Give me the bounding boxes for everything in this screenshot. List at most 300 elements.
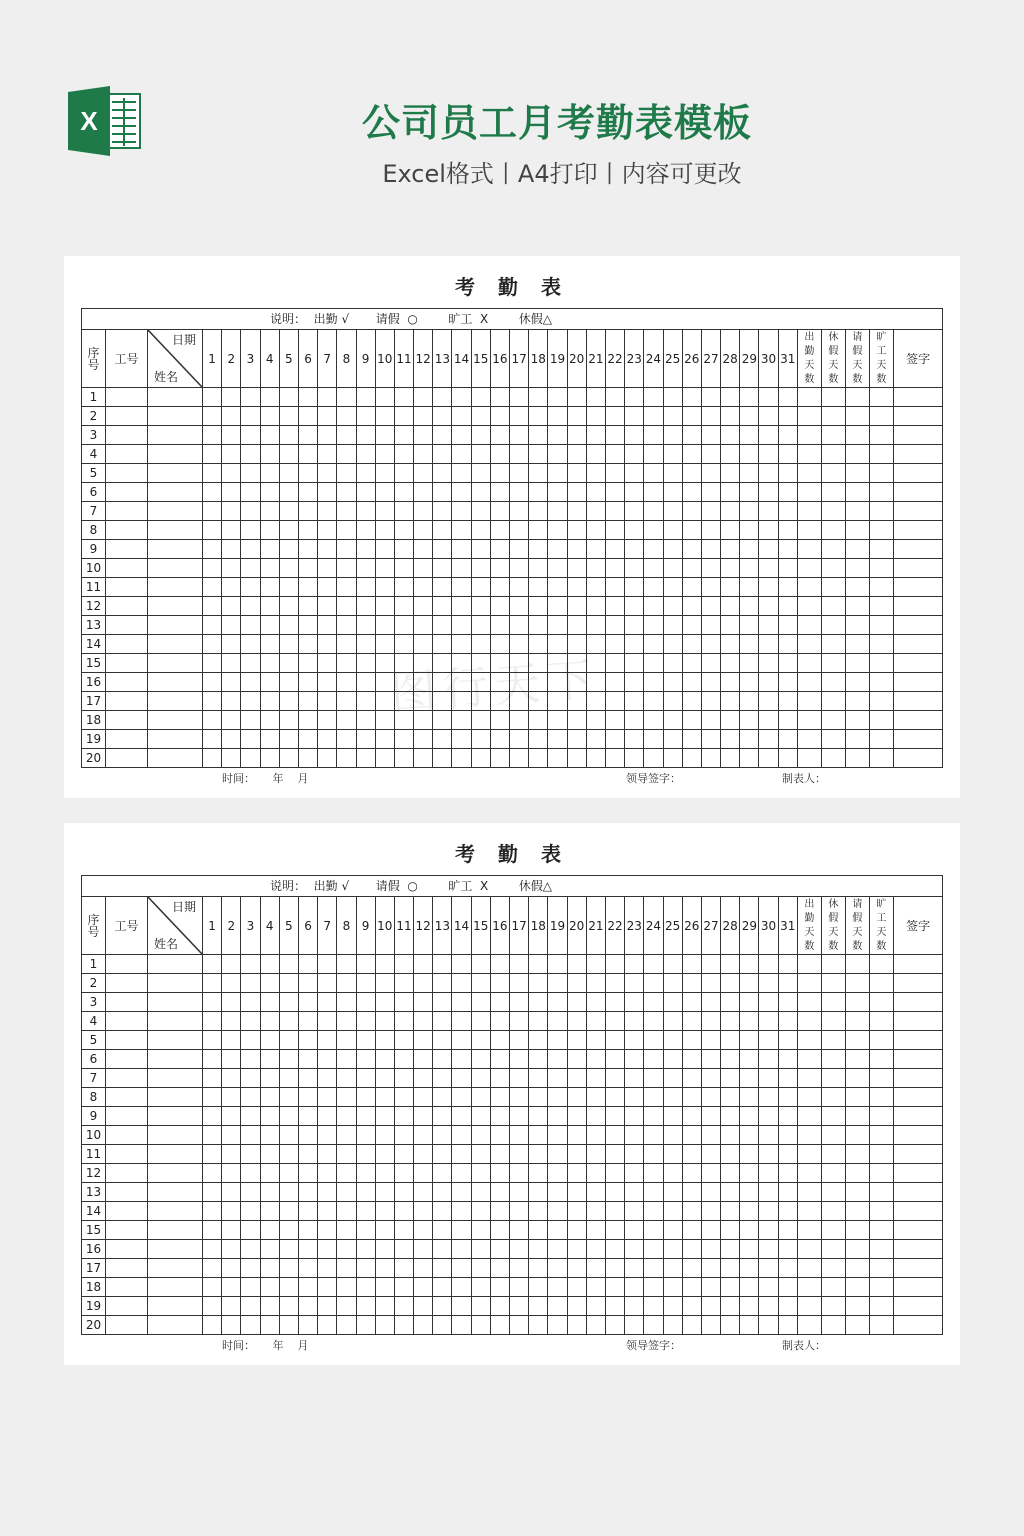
table-cell[interactable] xyxy=(337,597,356,616)
table-cell[interactable] xyxy=(869,1240,893,1259)
table-cell[interactable] xyxy=(567,1221,586,1240)
table-cell[interactable] xyxy=(148,1278,203,1297)
table-cell[interactable] xyxy=(414,1012,433,1031)
table-cell[interactable] xyxy=(222,1145,241,1164)
table-cell[interactable] xyxy=(893,1069,943,1088)
table-cell[interactable] xyxy=(203,464,222,483)
table-cell[interactable] xyxy=(510,1202,529,1221)
table-cell[interactable] xyxy=(375,955,394,974)
table-cell[interactable] xyxy=(222,1259,241,1278)
table-cell[interactable] xyxy=(548,407,567,426)
table-cell[interactable] xyxy=(318,749,337,768)
table-cell[interactable] xyxy=(241,654,260,673)
table-cell[interactable] xyxy=(148,464,203,483)
table-cell[interactable] xyxy=(893,1088,943,1107)
table-cell[interactable] xyxy=(721,635,740,654)
table-cell[interactable] xyxy=(356,426,375,445)
table-cell[interactable] xyxy=(241,407,260,426)
table-cell[interactable] xyxy=(318,464,337,483)
table-cell[interactable] xyxy=(394,388,413,407)
table-cell[interactable] xyxy=(701,388,720,407)
table-cell[interactable] xyxy=(222,445,241,464)
table-cell[interactable] xyxy=(356,1050,375,1069)
table-cell[interactable] xyxy=(797,597,821,616)
table-cell[interactable] xyxy=(682,1012,701,1031)
table-cell[interactable] xyxy=(337,1107,356,1126)
table-cell[interactable] xyxy=(701,597,720,616)
table-cell[interactable] xyxy=(721,1164,740,1183)
table-cell[interactable] xyxy=(510,483,529,502)
table-cell[interactable] xyxy=(682,1031,701,1050)
table-cell[interactable] xyxy=(663,1164,682,1183)
table-cell[interactable] xyxy=(644,559,663,578)
table-cell[interactable] xyxy=(548,464,567,483)
table-cell[interactable] xyxy=(821,616,845,635)
table-cell[interactable] xyxy=(510,1088,529,1107)
table-cell[interactable] xyxy=(778,749,797,768)
table-cell[interactable] xyxy=(148,521,203,540)
table-cell[interactable] xyxy=(701,1069,720,1088)
table-cell[interactable] xyxy=(759,749,778,768)
table-cell[interactable] xyxy=(356,1297,375,1316)
table-cell[interactable] xyxy=(701,1050,720,1069)
table-cell[interactable] xyxy=(605,1164,624,1183)
table-cell[interactable] xyxy=(701,1088,720,1107)
table-cell[interactable] xyxy=(490,955,509,974)
table-cell[interactable] xyxy=(797,1316,821,1335)
table-cell[interactable] xyxy=(740,1297,759,1316)
table-cell[interactable] xyxy=(663,578,682,597)
table-cell[interactable] xyxy=(644,1126,663,1145)
table-cell[interactable] xyxy=(548,1069,567,1088)
table-cell[interactable] xyxy=(548,1183,567,1202)
table-cell[interactable] xyxy=(394,1297,413,1316)
table-cell[interactable] xyxy=(279,673,298,692)
table-cell[interactable] xyxy=(682,578,701,597)
table-cell[interactable] xyxy=(471,445,490,464)
table-cell[interactable] xyxy=(663,692,682,711)
table-cell[interactable] xyxy=(778,1031,797,1050)
table-cell[interactable] xyxy=(337,540,356,559)
table-cell[interactable] xyxy=(414,502,433,521)
table-cell[interactable] xyxy=(644,1278,663,1297)
table-cell[interactable] xyxy=(701,445,720,464)
table-cell[interactable] xyxy=(148,1183,203,1202)
table-cell[interactable] xyxy=(740,711,759,730)
table-cell[interactable] xyxy=(663,1050,682,1069)
table-cell[interactable] xyxy=(375,464,394,483)
table-cell[interactable] xyxy=(586,559,605,578)
table-cell[interactable] xyxy=(759,1107,778,1126)
table-cell[interactable] xyxy=(721,502,740,521)
table-cell[interactable] xyxy=(298,1126,317,1145)
table-cell[interactable] xyxy=(797,1240,821,1259)
table-cell[interactable] xyxy=(721,749,740,768)
table-cell[interactable] xyxy=(778,673,797,692)
table-cell[interactable] xyxy=(260,955,279,974)
table-cell[interactable] xyxy=(721,692,740,711)
table-cell[interactable] xyxy=(845,1240,869,1259)
table-cell[interactable] xyxy=(567,502,586,521)
table-cell[interactable] xyxy=(203,1012,222,1031)
table-cell[interactable] xyxy=(845,540,869,559)
table-cell[interactable] xyxy=(414,1164,433,1183)
table-cell[interactable] xyxy=(106,388,148,407)
table-cell[interactable] xyxy=(279,1221,298,1240)
table-cell[interactable] xyxy=(452,388,471,407)
table-cell[interactable] xyxy=(414,1183,433,1202)
table-cell[interactable] xyxy=(625,1316,644,1335)
table-cell[interactable] xyxy=(567,540,586,559)
table-cell[interactable] xyxy=(567,559,586,578)
table-cell[interactable] xyxy=(721,1183,740,1202)
table-cell[interactable] xyxy=(625,974,644,993)
table-cell[interactable] xyxy=(203,502,222,521)
table-cell[interactable] xyxy=(682,1088,701,1107)
table-cell[interactable] xyxy=(644,426,663,445)
table-cell[interactable] xyxy=(356,711,375,730)
table-cell[interactable] xyxy=(893,616,943,635)
table-cell[interactable] xyxy=(106,730,148,749)
table-cell[interactable] xyxy=(821,654,845,673)
table-cell[interactable] xyxy=(821,711,845,730)
table-cell[interactable] xyxy=(740,1069,759,1088)
table-cell[interactable] xyxy=(821,483,845,502)
table-cell[interactable] xyxy=(586,407,605,426)
table-cell[interactable] xyxy=(337,1240,356,1259)
table-cell[interactable] xyxy=(759,426,778,445)
table-cell[interactable] xyxy=(663,445,682,464)
table-cell[interactable] xyxy=(586,1012,605,1031)
table-cell[interactable] xyxy=(740,1031,759,1050)
table-cell[interactable] xyxy=(663,1259,682,1278)
table-cell[interactable] xyxy=(548,616,567,635)
table-cell[interactable] xyxy=(471,993,490,1012)
table-cell[interactable] xyxy=(490,445,509,464)
table-cell[interactable] xyxy=(797,1145,821,1164)
table-cell[interactable] xyxy=(586,1297,605,1316)
table-cell[interactable] xyxy=(893,388,943,407)
table-cell[interactable] xyxy=(529,1259,548,1278)
table-cell[interactable] xyxy=(605,711,624,730)
table-cell[interactable] xyxy=(241,673,260,692)
table-cell[interactable] xyxy=(869,1107,893,1126)
table-cell[interactable] xyxy=(625,616,644,635)
table-cell[interactable] xyxy=(433,993,452,1012)
table-cell[interactable] xyxy=(869,616,893,635)
table-cell[interactable] xyxy=(356,1164,375,1183)
table-cell[interactable] xyxy=(869,464,893,483)
table-cell[interactable] xyxy=(740,388,759,407)
table-cell[interactable] xyxy=(433,407,452,426)
table-cell[interactable] xyxy=(586,1126,605,1145)
table-cell[interactable] xyxy=(356,1278,375,1297)
table-cell[interactable] xyxy=(529,1278,548,1297)
table-cell[interactable] xyxy=(452,1278,471,1297)
table-cell[interactable] xyxy=(682,1259,701,1278)
table-cell[interactable] xyxy=(893,407,943,426)
table-cell[interactable] xyxy=(797,1259,821,1278)
table-cell[interactable] xyxy=(625,711,644,730)
table-cell[interactable] xyxy=(452,521,471,540)
table-cell[interactable] xyxy=(203,483,222,502)
table-cell[interactable] xyxy=(701,1202,720,1221)
table-cell[interactable] xyxy=(375,597,394,616)
table-cell[interactable] xyxy=(586,1202,605,1221)
table-cell[interactable] xyxy=(356,597,375,616)
table-cell[interactable] xyxy=(586,1259,605,1278)
table-cell[interactable] xyxy=(394,1202,413,1221)
table-cell[interactable] xyxy=(529,1012,548,1031)
table-cell[interactable] xyxy=(625,1297,644,1316)
table-cell[interactable] xyxy=(644,1031,663,1050)
table-cell[interactable] xyxy=(701,521,720,540)
table-cell[interactable] xyxy=(394,578,413,597)
table-cell[interactable] xyxy=(298,1240,317,1259)
table-cell[interactable] xyxy=(740,955,759,974)
table-cell[interactable] xyxy=(394,559,413,578)
table-cell[interactable] xyxy=(414,1316,433,1335)
table-cell[interactable] xyxy=(298,749,317,768)
table-cell[interactable] xyxy=(663,1297,682,1316)
table-cell[interactable] xyxy=(260,1126,279,1145)
table-cell[interactable] xyxy=(510,1069,529,1088)
table-cell[interactable] xyxy=(529,1297,548,1316)
table-cell[interactable] xyxy=(318,711,337,730)
table-cell[interactable] xyxy=(337,1145,356,1164)
table-cell[interactable] xyxy=(740,559,759,578)
table-cell[interactable] xyxy=(471,1031,490,1050)
table-cell[interactable] xyxy=(433,1069,452,1088)
table-cell[interactable] xyxy=(241,749,260,768)
table-cell[interactable] xyxy=(644,1069,663,1088)
table-cell[interactable] xyxy=(433,1088,452,1107)
table-cell[interactable] xyxy=(490,559,509,578)
table-cell[interactable] xyxy=(298,1088,317,1107)
table-cell[interactable] xyxy=(797,974,821,993)
table-cell[interactable] xyxy=(394,426,413,445)
table-cell[interactable] xyxy=(605,673,624,692)
table-cell[interactable] xyxy=(548,1145,567,1164)
table-cell[interactable] xyxy=(721,426,740,445)
table-cell[interactable] xyxy=(605,1297,624,1316)
table-cell[interactable] xyxy=(869,502,893,521)
table-cell[interactable] xyxy=(375,578,394,597)
table-cell[interactable] xyxy=(510,502,529,521)
table-cell[interactable] xyxy=(529,426,548,445)
table-cell[interactable] xyxy=(471,616,490,635)
table-cell[interactable] xyxy=(759,730,778,749)
table-cell[interactable] xyxy=(682,1183,701,1202)
table-cell[interactable] xyxy=(586,1050,605,1069)
table-cell[interactable] xyxy=(778,616,797,635)
table-cell[interactable] xyxy=(625,578,644,597)
table-cell[interactable] xyxy=(778,502,797,521)
table-cell[interactable] xyxy=(644,616,663,635)
table-cell[interactable] xyxy=(821,993,845,1012)
table-cell[interactable] xyxy=(260,597,279,616)
table-cell[interactable] xyxy=(869,974,893,993)
table-cell[interactable] xyxy=(241,445,260,464)
table-cell[interactable] xyxy=(394,597,413,616)
table-cell[interactable] xyxy=(203,1316,222,1335)
table-cell[interactable] xyxy=(701,635,720,654)
table-cell[interactable] xyxy=(644,1088,663,1107)
table-cell[interactable] xyxy=(260,1145,279,1164)
table-cell[interactable] xyxy=(644,445,663,464)
table-cell[interactable] xyxy=(740,1012,759,1031)
table-cell[interactable] xyxy=(433,1050,452,1069)
table-cell[interactable] xyxy=(759,407,778,426)
table-cell[interactable] xyxy=(490,1088,509,1107)
table-cell[interactable] xyxy=(318,559,337,578)
table-cell[interactable] xyxy=(433,445,452,464)
table-cell[interactable] xyxy=(148,578,203,597)
table-cell[interactable] xyxy=(529,521,548,540)
table-cell[interactable] xyxy=(471,502,490,521)
table-cell[interactable] xyxy=(510,1240,529,1259)
table-cell[interactable] xyxy=(471,974,490,993)
table-cell[interactable] xyxy=(106,1202,148,1221)
table-cell[interactable] xyxy=(414,1297,433,1316)
table-cell[interactable] xyxy=(394,974,413,993)
table-cell[interactable] xyxy=(260,616,279,635)
table-cell[interactable] xyxy=(433,521,452,540)
table-cell[interactable] xyxy=(222,692,241,711)
table-cell[interactable] xyxy=(893,635,943,654)
table-cell[interactable] xyxy=(490,540,509,559)
table-cell[interactable] xyxy=(241,1088,260,1107)
table-cell[interactable] xyxy=(759,1202,778,1221)
table-cell[interactable] xyxy=(701,974,720,993)
table-cell[interactable] xyxy=(356,1107,375,1126)
table-cell[interactable] xyxy=(106,1297,148,1316)
table-cell[interactable] xyxy=(893,1164,943,1183)
table-cell[interactable] xyxy=(625,1126,644,1145)
table-cell[interactable] xyxy=(106,426,148,445)
table-cell[interactable] xyxy=(318,1202,337,1221)
table-cell[interactable] xyxy=(605,1088,624,1107)
table-cell[interactable] xyxy=(414,1069,433,1088)
table-cell[interactable] xyxy=(759,559,778,578)
table-cell[interactable] xyxy=(490,1316,509,1335)
table-cell[interactable] xyxy=(797,1164,821,1183)
table-cell[interactable] xyxy=(821,1031,845,1050)
table-cell[interactable] xyxy=(845,1164,869,1183)
table-cell[interactable] xyxy=(586,1221,605,1240)
table-cell[interactable] xyxy=(433,483,452,502)
table-cell[interactable] xyxy=(721,1012,740,1031)
table-cell[interactable] xyxy=(759,597,778,616)
table-cell[interactable] xyxy=(759,1259,778,1278)
table-cell[interactable] xyxy=(106,1069,148,1088)
table-cell[interactable] xyxy=(222,955,241,974)
table-cell[interactable] xyxy=(375,1031,394,1050)
table-cell[interactable] xyxy=(682,635,701,654)
table-cell[interactable] xyxy=(605,559,624,578)
table-cell[interactable] xyxy=(106,1088,148,1107)
table-cell[interactable] xyxy=(625,1221,644,1240)
table-cell[interactable] xyxy=(797,483,821,502)
table-cell[interactable] xyxy=(721,616,740,635)
table-cell[interactable] xyxy=(279,540,298,559)
table-cell[interactable] xyxy=(740,1259,759,1278)
table-cell[interactable] xyxy=(548,483,567,502)
table-cell[interactable] xyxy=(203,1050,222,1069)
table-cell[interactable] xyxy=(567,578,586,597)
table-cell[interactable] xyxy=(279,1202,298,1221)
table-cell[interactable] xyxy=(778,1278,797,1297)
table-cell[interactable] xyxy=(375,1069,394,1088)
table-cell[interactable] xyxy=(510,1050,529,1069)
table-cell[interactable] xyxy=(682,426,701,445)
table-cell[interactable] xyxy=(845,654,869,673)
table-cell[interactable] xyxy=(203,1107,222,1126)
table-cell[interactable] xyxy=(644,1164,663,1183)
table-cell[interactable] xyxy=(148,1316,203,1335)
table-cell[interactable] xyxy=(490,1107,509,1126)
table-cell[interactable] xyxy=(203,1164,222,1183)
table-cell[interactable] xyxy=(337,407,356,426)
table-cell[interactable] xyxy=(644,388,663,407)
table-cell[interactable] xyxy=(548,955,567,974)
table-cell[interactable] xyxy=(375,445,394,464)
table-cell[interactable] xyxy=(298,1202,317,1221)
table-cell[interactable] xyxy=(318,1164,337,1183)
table-cell[interactable] xyxy=(279,1088,298,1107)
table-cell[interactable] xyxy=(356,673,375,692)
table-cell[interactable] xyxy=(797,464,821,483)
table-cell[interactable] xyxy=(797,673,821,692)
table-cell[interactable] xyxy=(106,407,148,426)
table-cell[interactable] xyxy=(433,1297,452,1316)
table-cell[interactable] xyxy=(778,1050,797,1069)
table-cell[interactable] xyxy=(701,407,720,426)
table-cell[interactable] xyxy=(759,1012,778,1031)
table-cell[interactable] xyxy=(740,1050,759,1069)
table-cell[interactable] xyxy=(414,578,433,597)
table-cell[interactable] xyxy=(663,559,682,578)
table-cell[interactable] xyxy=(721,578,740,597)
table-cell[interactable] xyxy=(452,1012,471,1031)
table-cell[interactable] xyxy=(821,692,845,711)
table-cell[interactable] xyxy=(106,1259,148,1278)
table-cell[interactable] xyxy=(548,540,567,559)
table-cell[interactable] xyxy=(394,502,413,521)
table-cell[interactable] xyxy=(721,1069,740,1088)
table-cell[interactable] xyxy=(298,955,317,974)
table-cell[interactable] xyxy=(241,1031,260,1050)
table-cell[interactable] xyxy=(490,1259,509,1278)
table-cell[interactable] xyxy=(222,540,241,559)
table-cell[interactable] xyxy=(260,1164,279,1183)
table-cell[interactable] xyxy=(663,1183,682,1202)
table-cell[interactable] xyxy=(893,1145,943,1164)
table-cell[interactable] xyxy=(433,388,452,407)
table-cell[interactable] xyxy=(298,730,317,749)
table-cell[interactable] xyxy=(625,521,644,540)
table-cell[interactable] xyxy=(394,1316,413,1335)
table-cell[interactable] xyxy=(567,711,586,730)
table-cell[interactable] xyxy=(821,1316,845,1335)
table-cell[interactable] xyxy=(663,1316,682,1335)
table-cell[interactable] xyxy=(148,1297,203,1316)
table-cell[interactable] xyxy=(414,426,433,445)
table-cell[interactable] xyxy=(701,1126,720,1145)
table-cell[interactable] xyxy=(298,559,317,578)
table-cell[interactable] xyxy=(869,445,893,464)
table-cell[interactable] xyxy=(203,1031,222,1050)
